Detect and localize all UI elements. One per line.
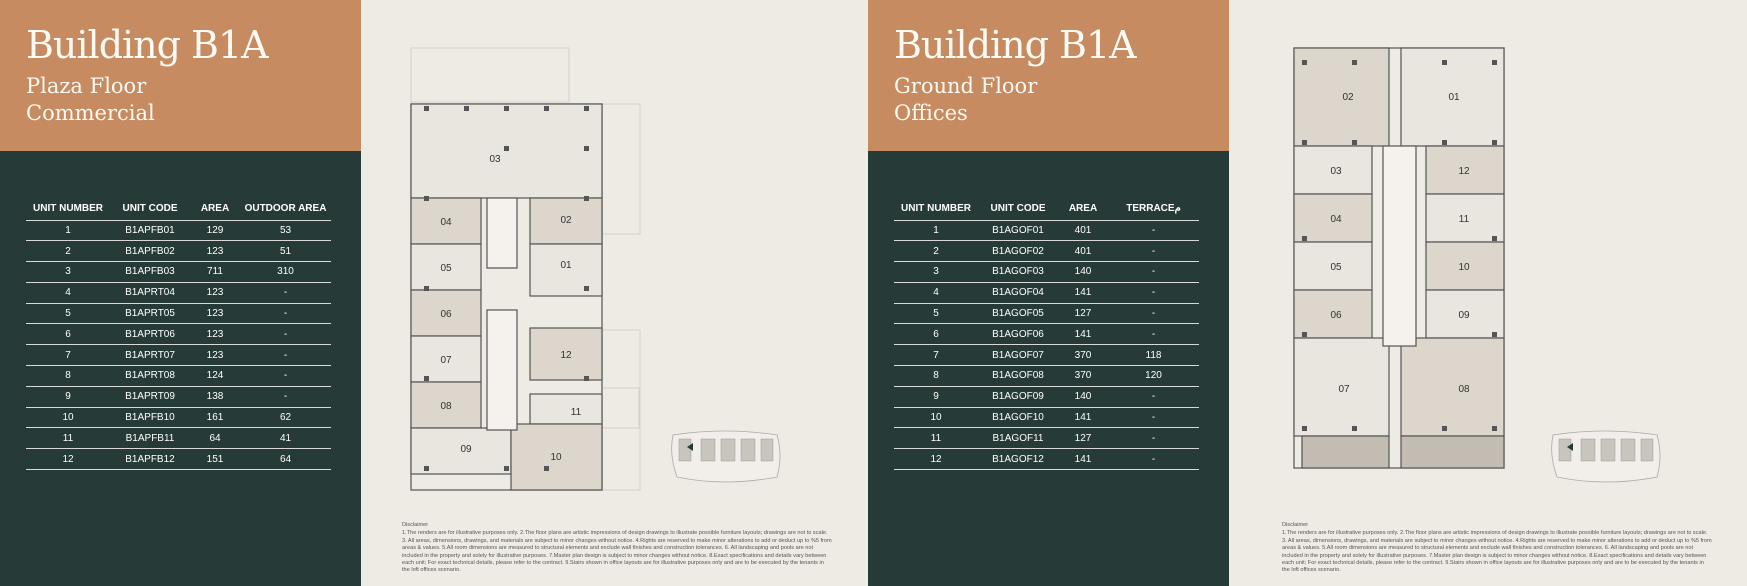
right-table-header-row (894, 198, 1199, 220)
unit-code: B1AGOF05 (978, 303, 1058, 324)
right-col-terrace: TERRACEم (1108, 198, 1199, 220)
unit-number: 1 (894, 220, 978, 241)
plan-room-label: 06 (1330, 310, 1342, 321)
table-row (894, 345, 1199, 366)
unit-area: 123 (190, 241, 240, 262)
unit-number: 12 (894, 449, 978, 470)
unit-code: B1APFB12 (110, 449, 190, 470)
plan-room-label: 01 (1448, 92, 1460, 103)
unit-area: 140 (1058, 262, 1108, 283)
unit-terrace: - (1108, 262, 1199, 283)
unit-terrace: - (1108, 449, 1199, 470)
unit-code: B1APRT04 (110, 282, 190, 303)
right-disclaimer-title: Disclaimer (1282, 522, 1309, 528)
unit-number: 11 (26, 428, 110, 449)
unit-terrace: - (1108, 220, 1199, 241)
table-row (26, 241, 331, 262)
unit-outdoor-area: - (240, 303, 331, 324)
unit-code: B1AGOF08 (978, 366, 1058, 387)
left-col-outdoor-area: OUTDOOR AREA (240, 198, 331, 220)
unit-code: B1APRT09 (110, 386, 190, 407)
unit-code: B1AGOF01 (978, 220, 1058, 241)
plan-room-label: 02 (1342, 92, 1354, 103)
plan-room-label: 08 (1458, 384, 1470, 395)
table-row (26, 220, 331, 241)
unit-number: 1 (26, 220, 110, 241)
unit-number: 3 (894, 262, 978, 283)
unit-number: 8 (894, 366, 978, 387)
plan-room-label: 04 (1330, 214, 1342, 225)
right-subtitle-line1: Ground Floor (894, 74, 1038, 98)
unit-terrace: - (1108, 241, 1199, 262)
table-row (894, 303, 1199, 324)
plan-room-label: 07 (440, 355, 452, 366)
plan-room-label: 08 (440, 401, 452, 412)
right-disclaimer-text: 1.The renders are for illustrative purposes only. 2.The floor plans are artistic impressions of design drawings to illustrate possible furniture layouts; drawings are not to scale. 3. All areas, dimensions, drawings, and materials are subject to minor changes without notice. 4.Rights are reserved to make minor alterations to add or deduct up to %5 from areas & values. 5.All room dimensions are measured to structural elements and exclude wall finishes and construction tolerances. 6. All landscaping and pools are not included in the property and solely for illustrative purposes. 7.Master plan design is subject to minor changes without notice. 8.Exact specifications and details vary between each unit; For exact technical details, please refer to the contract. 9.Stairs shown in office layouts are for illustrative purposes only and are to be executed by the tenants in the loft offices scenario. (1282, 530, 1712, 574)
unit-number: 4 (26, 282, 110, 303)
left-info-panel (0, 0, 361, 586)
plan-room-label: 06 (440, 309, 452, 320)
unit-terrace: - (1108, 303, 1199, 324)
unit-terrace: 118 (1108, 345, 1199, 366)
left-col-area: AREA (190, 198, 240, 220)
unit-outdoor-area: 62 (240, 407, 331, 428)
unit-code: B1AGOF12 (978, 449, 1058, 470)
right-building-title: Building B1A (894, 23, 1136, 67)
unit-code: B1APFB02 (110, 241, 190, 262)
unit-outdoor-area: - (240, 282, 331, 303)
left-unit-table (26, 198, 331, 470)
plan-room-label: 05 (440, 263, 452, 274)
unit-area: 141 (1058, 324, 1108, 345)
unit-area: 64 (190, 428, 240, 449)
unit-terrace: - (1108, 282, 1199, 303)
unit-number: 8 (26, 366, 110, 387)
unit-code: B1AGOF04 (978, 282, 1058, 303)
unit-terrace: - (1108, 428, 1199, 449)
plan-room-label: 09 (460, 444, 472, 455)
table-row (894, 386, 1199, 407)
unit-outdoor-area: 310 (240, 262, 331, 283)
table-row (26, 345, 331, 366)
unit-code: B1APFB10 (110, 407, 190, 428)
unit-area: 127 (1058, 428, 1108, 449)
unit-area: 141 (1058, 407, 1108, 428)
right-info-panel (868, 0, 1229, 586)
table-row (26, 428, 331, 449)
unit-terrace: 120 (1108, 366, 1199, 387)
plan-room-label: 03 (489, 154, 501, 165)
left-col-unit-number: UNIT NUMBER (26, 198, 110, 220)
unit-area: 141 (1058, 282, 1108, 303)
unit-number: 5 (894, 303, 978, 324)
plan-room-label: 01 (560, 260, 572, 271)
unit-code: B1AGOF10 (978, 407, 1058, 428)
unit-outdoor-area: 64 (240, 449, 331, 470)
unit-outdoor-area: - (240, 345, 331, 366)
plan-room-label: 11 (1458, 214, 1470, 225)
right-header-block (868, 0, 1229, 151)
unit-number: 12 (26, 449, 110, 470)
plan-room-label: 05 (1330, 262, 1342, 273)
right-disclaimer (1282, 522, 1712, 575)
table-row (26, 303, 331, 324)
left-table-header-row (26, 198, 331, 220)
unit-outdoor-area: 53 (240, 220, 331, 241)
unit-number: 2 (26, 241, 110, 262)
table-row (26, 324, 331, 345)
table-row (894, 262, 1199, 283)
unit-terrace: - (1108, 407, 1199, 428)
left-disclaimer (402, 522, 832, 575)
unit-area: 370 (1058, 366, 1108, 387)
unit-code: B1AGOF11 (978, 428, 1058, 449)
unit-number: 2 (894, 241, 978, 262)
unit-outdoor-area: 41 (240, 428, 331, 449)
unit-area: 129 (190, 220, 240, 241)
unit-area: 151 (190, 449, 240, 470)
table-row (26, 262, 331, 283)
table-row (894, 366, 1199, 387)
left-subtitle-line1: Plaza Floor (26, 74, 147, 98)
unit-area: 161 (190, 407, 240, 428)
plan-room-label: 09 (1458, 310, 1470, 321)
unit-outdoor-area: - (240, 324, 331, 345)
unit-code: B1APRT06 (110, 324, 190, 345)
left-key-plan (665, 425, 785, 487)
unit-area: 124 (190, 366, 240, 387)
unit-number: 11 (894, 428, 978, 449)
unit-code: B1AGOF07 (978, 345, 1058, 366)
table-row (26, 449, 331, 470)
unit-area: 123 (190, 282, 240, 303)
unit-number: 4 (894, 282, 978, 303)
unit-area: 138 (190, 386, 240, 407)
table-row (26, 366, 331, 387)
unit-area: 123 (190, 345, 240, 366)
table-row (894, 241, 1199, 262)
unit-number: 7 (26, 345, 110, 366)
unit-number: 6 (26, 324, 110, 345)
plan-room-label: 12 (560, 350, 572, 361)
unit-code: B1APFB03 (110, 262, 190, 283)
unit-number: 5 (26, 303, 110, 324)
left-floor-subtitle (26, 73, 361, 127)
right-subtitle-line2: Offices (894, 101, 968, 125)
unit-code: B1APRT07 (110, 345, 190, 366)
left-disclaimer-title: Disclaimer (402, 522, 429, 528)
right-unit-table (894, 198, 1199, 470)
unit-code: B1APFB01 (110, 220, 190, 241)
right-col-area: AREA (1058, 198, 1108, 220)
unit-area: 370 (1058, 345, 1108, 366)
table-row (26, 386, 331, 407)
unit-code: B1APRT05 (110, 303, 190, 324)
plan-room-label: 10 (1458, 262, 1470, 273)
unit-number: 6 (894, 324, 978, 345)
left-subtitle-line2: Commercial (26, 101, 155, 125)
left-col-unit-code: UNIT CODE (110, 198, 190, 220)
unit-code: B1AGOF06 (978, 324, 1058, 345)
unit-area: 401 (1058, 241, 1108, 262)
right-col-unit-number: UNIT NUMBER (894, 198, 978, 220)
plan-room-label: 10 (550, 452, 562, 463)
unit-area: 401 (1058, 220, 1108, 241)
table-row (894, 428, 1199, 449)
unit-code: B1AGOF03 (978, 262, 1058, 283)
unit-area: 127 (1058, 303, 1108, 324)
table-row (894, 220, 1199, 241)
unit-code: B1AGOF09 (978, 386, 1058, 407)
plan-room-label: 11 (570, 407, 582, 418)
table-row (894, 324, 1199, 345)
unit-area: 123 (190, 324, 240, 345)
unit-area: 711 (190, 262, 240, 283)
plan-room-label: 03 (1330, 166, 1342, 177)
table-row (894, 407, 1199, 428)
table-row (894, 449, 1199, 470)
left-header-block (0, 0, 361, 151)
right-col-unit-code: UNIT CODE (978, 198, 1058, 220)
unit-area: 141 (1058, 449, 1108, 470)
table-row (26, 407, 331, 428)
plan-room-label: 02 (560, 215, 572, 226)
left-building-title: Building B1A (26, 23, 268, 67)
unit-terrace: - (1108, 324, 1199, 345)
unit-code: B1APRT08 (110, 366, 190, 387)
right-key-plan (1545, 425, 1665, 487)
unit-number: 7 (894, 345, 978, 366)
unit-number: 9 (894, 386, 978, 407)
unit-number: 10 (894, 407, 978, 428)
unit-number: 3 (26, 262, 110, 283)
unit-number: 9 (26, 386, 110, 407)
table-row (894, 282, 1199, 303)
unit-area: 123 (190, 303, 240, 324)
plan-room-label: 12 (1458, 166, 1470, 177)
unit-code: B1APFB11 (110, 428, 190, 449)
plan-room-label: 07 (1338, 384, 1350, 395)
unit-code: B1AGOF02 (978, 241, 1058, 262)
unit-outdoor-area: 51 (240, 241, 331, 262)
plan-room-label: 04 (440, 217, 452, 228)
unit-outdoor-area: - (240, 386, 331, 407)
unit-outdoor-area: - (240, 366, 331, 387)
unit-number: 10 (26, 407, 110, 428)
table-row (26, 282, 331, 303)
right-floor-subtitle (894, 73, 1229, 127)
left-disclaimer-text: 1.The renders are for illustrative purposes only. 2.The floor plans are artistic impressions of design drawings to illustrate possible furniture layouts; drawings are not to scale. 3. All areas, dimensions, drawings, and materials are subject to minor changes without notice. 4.Rights are reserved to make minor alterations to add or deduct up to %5 from areas & values. 5.All room dimensions are measured to structural elements and exclude wall finishes and construction tolerances. 6. All landscaping and pools are not included in the property and solely for illustrative purposes. 7.Master plan design is subject to minor changes without notice. 8.Exact specifications and details vary between each unit; For exact technical details, please refer to the contract. 9.Stairs shown in office layouts are for illustrative purposes only and are to be executed by the tenants in the loft offices scenario. (402, 530, 832, 574)
unit-area: 140 (1058, 386, 1108, 407)
unit-terrace: - (1108, 386, 1199, 407)
